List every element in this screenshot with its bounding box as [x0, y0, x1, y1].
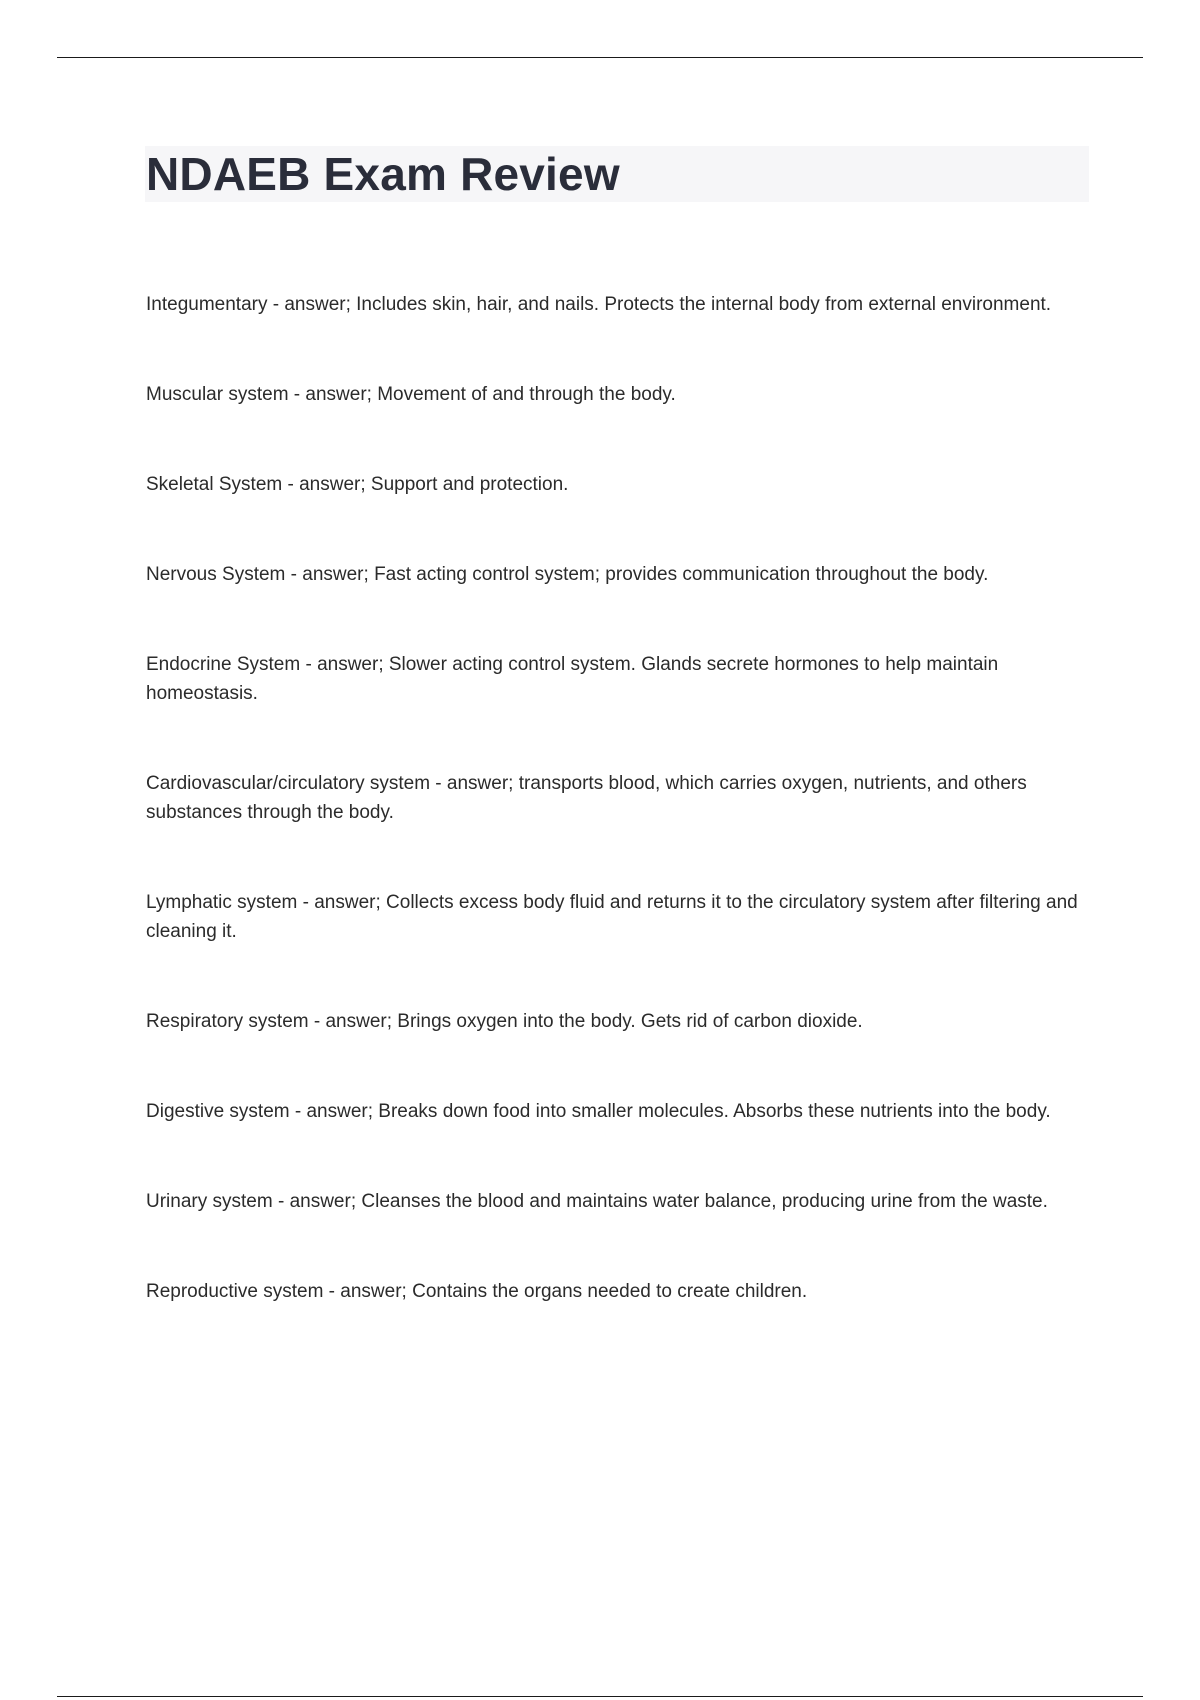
entry-integumentary: Integumentary - answer; Includes skin, hair, and nails. Protects the internal body from external environment. [146, 294, 1052, 315]
entry-cardiovascular: Cardiovascular/circulatory system - answer; transports blood, which carries oxygen, nutrients, and others substances through the body. [146, 773, 1027, 823]
entry-lymphatic: Lymphatic system - answer; Collects excess body fluid and returns it to the circulatory system after filtering and cleaning it. [146, 892, 1078, 942]
top-rule [57, 57, 1143, 58]
entry-endocrine: Endocrine System - answer; Slower acting control system. Glands secrete hormones to help maintain homeostasis. [146, 654, 999, 704]
bottom-rule [57, 1696, 1143, 1697]
entry-urinary: Urinary system - answer; Cleanses the blood and maintains water balance, producing urine from the waste. [146, 1191, 1048, 1212]
entry-respiratory: Respiratory system - answer; Brings oxygen into the body. Gets rid of carbon dioxide. [146, 1011, 863, 1032]
document-title: NDAEB Exam Review [146, 148, 620, 200]
entry-nervous: Nervous System - answer; Fast acting control system; provides communication throughout the body. [146, 564, 989, 585]
entry-reproductive: Reproductive system - answer; Contains the organs needed to create children. [146, 1281, 808, 1302]
entry-list [146, 290, 1091, 1306]
entry-skeletal: Skeletal System - answer; Support and protection. [146, 474, 569, 495]
entry-muscular: Muscular system - answer; Movement of and through the body. [146, 384, 676, 405]
entry-digestive: Digestive system - answer; Breaks down food into smaller molecules. Absorbs these nutrients into the body. [146, 1101, 1051, 1122]
